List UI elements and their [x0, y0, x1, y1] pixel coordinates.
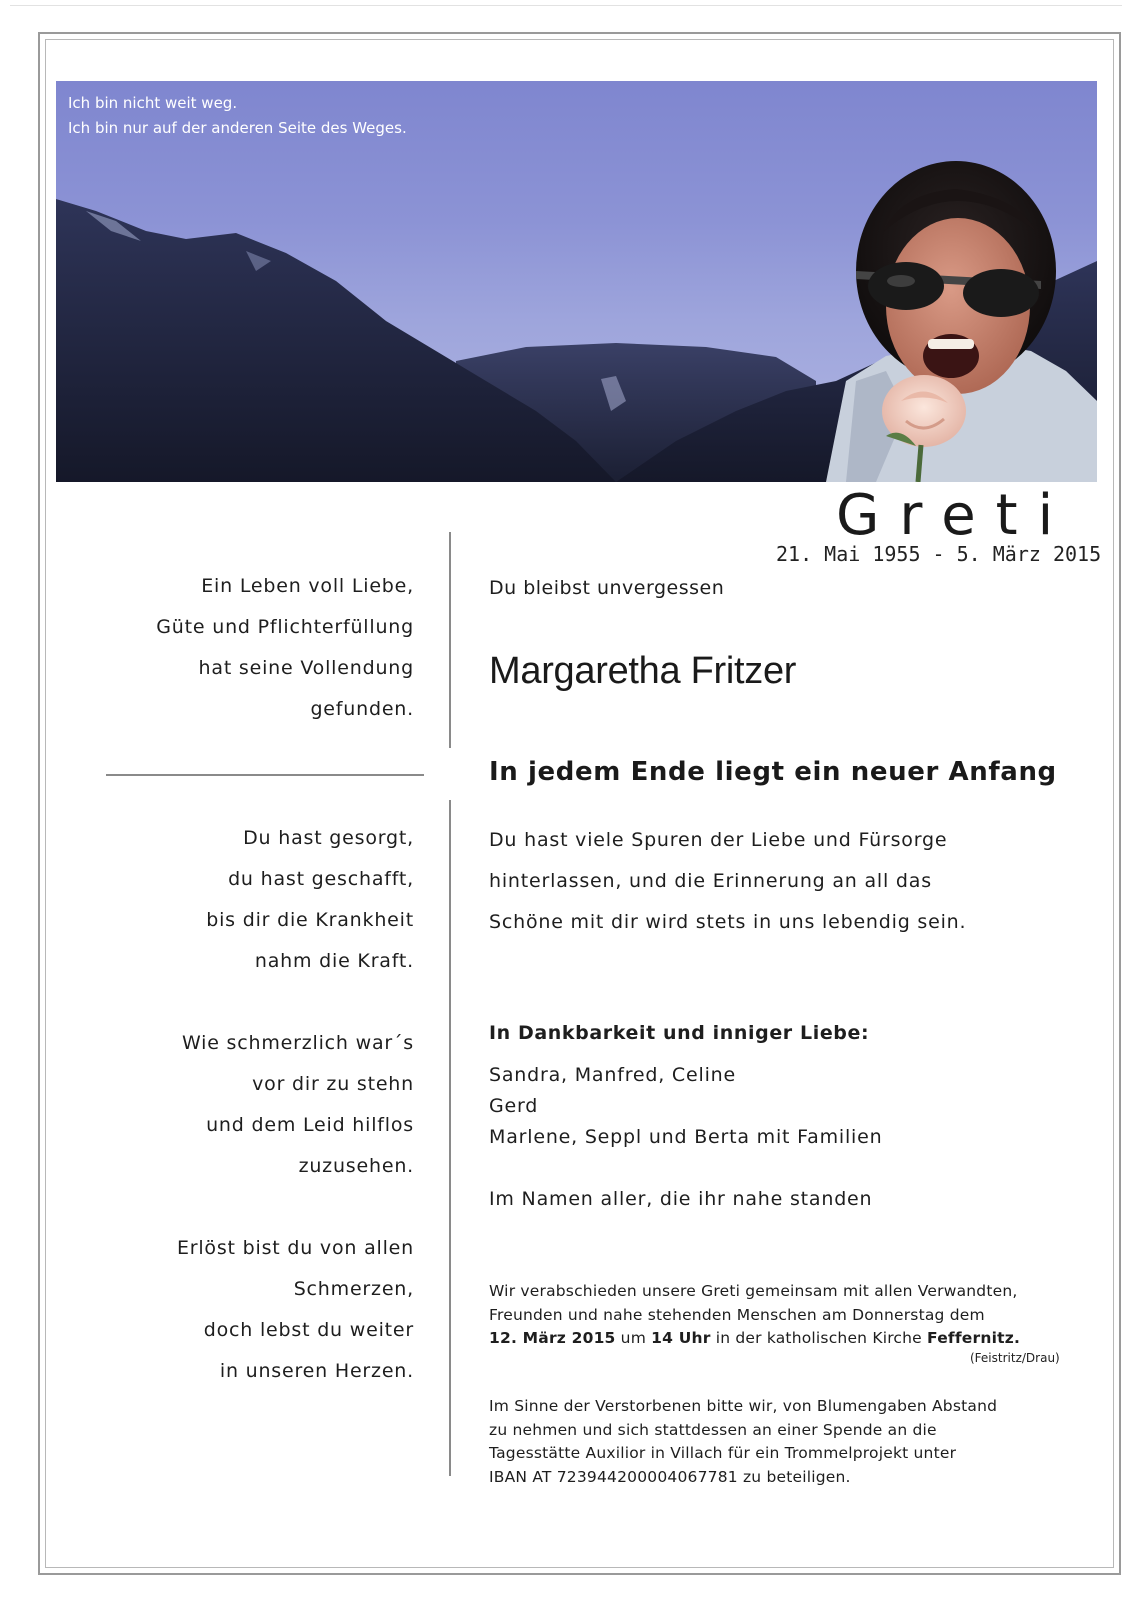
verse-line: bis dir die Krankheit	[206, 909, 414, 931]
memory-paragraph	[489, 820, 966, 943]
donation-notice	[489, 1395, 997, 1489]
nickname-title: Greti	[836, 483, 1074, 548]
verse-line: du hast geschafft,	[228, 868, 414, 890]
motto-heading: In jedem Ende liegt ein neuer Anfang	[489, 757, 1057, 787]
verse-redeemed	[177, 1228, 414, 1392]
verse-line: Güte und Pflichterfüllung	[156, 616, 414, 638]
mourner-line: Marlene, Seppl und Berta mit Familien	[489, 1126, 883, 1148]
vertical-divider-top	[449, 532, 451, 748]
mourner-line: Sandra, Manfred, Celine	[489, 1064, 736, 1086]
funeral-line-1: Wir verabschieden unsere Greti gemeinsam mit allen Verwandten,	[489, 1282, 1018, 1300]
funeral-place: Feffernitz.	[927, 1329, 1021, 1347]
mountain-landscape-illustration	[56, 81, 1097, 482]
horizontal-divider	[106, 774, 424, 776]
verse-line: in unseren Herzen.	[219, 1360, 414, 1382]
donation-line: Tagesstätte Auxilior in Villach für ein Trommelprojekt unter	[489, 1444, 957, 1462]
vertical-divider-bottom	[449, 800, 451, 1476]
banner-quote-line-1: Ich bin nicht weit weg.	[68, 94, 238, 112]
thanks-heading: In Dankbarkeit und inniger Liebe:	[489, 1022, 870, 1044]
verse-line: gefunden.	[310, 698, 414, 720]
life-dates: 21. Mai 1955 - 5. März 2015	[776, 542, 1102, 566]
verse-line: vor dir zu stehn	[252, 1073, 414, 1095]
verse-pain	[182, 1023, 414, 1187]
full-name: Margaretha Fritzer	[489, 650, 797, 692]
paragraph-line: hinterlassen, und die Erinnerung an all das	[489, 870, 932, 892]
donation-line: zu nehmen und sich stattdessen an einer Spende an die	[489, 1420, 937, 1439]
verse-line: hat seine Vollendung	[198, 657, 414, 679]
verse-care	[206, 818, 414, 982]
verse-line: Du hast gesorgt,	[243, 827, 414, 849]
funeral-church: in der katholischen Kirche	[710, 1329, 928, 1347]
banner-photo	[56, 81, 1097, 482]
donation-line: Im Sinne der Verstorbenen bitte wir, von Blumengaben Abstand	[489, 1397, 998, 1415]
verse-line: Wie schmerzlich war´s	[181, 1032, 414, 1054]
verse-life	[156, 566, 414, 730]
banner-quote	[68, 91, 407, 141]
paragraph-line: Schöne mit dir wird stets in uns lebendig sein.	[489, 911, 967, 933]
funeral-notice	[489, 1280, 1020, 1351]
verse-line: Erlöst bist du von allen	[176, 1237, 414, 1259]
verse-line: nahm die Kraft.	[254, 950, 414, 972]
verse-line: Schmerzen,	[293, 1278, 414, 1300]
verse-line: zuzusehen.	[298, 1155, 414, 1177]
mourners-list	[489, 1060, 882, 1153]
funeral-date: 12. März 2015	[489, 1329, 616, 1347]
funeral-line-2: Freunden und nahe stehenden Menschen am Donnerstag dem	[489, 1305, 985, 1324]
banner-quote-line-2: Ich bin nur auf der anderen Seite des Weges.	[68, 119, 407, 137]
donation-line: IBAN AT 723944200004067781 zu beteiligen.	[489, 1467, 851, 1486]
verse-line: Ein Leben voll Liebe,	[201, 575, 414, 597]
funeral-time: 14 Uhr	[651, 1329, 711, 1347]
funeral-um: um	[615, 1329, 652, 1347]
verse-line: doch lebst du weiter	[203, 1319, 414, 1341]
page-top-edge	[10, 5, 1122, 6]
funeral-place-note: (Feistritz/Drau)	[970, 1351, 1060, 1365]
paragraph-line: Du hast viele Spuren der Liebe und Fürsorge	[489, 829, 948, 851]
verse-line: und dem Leid hilflos	[206, 1114, 414, 1136]
unforgotten-line: Du bleibst unvergessen	[489, 577, 725, 599]
funeral-line-3	[489, 1327, 1020, 1351]
closing-line: Im Namen aller, die ihr nahe standen	[489, 1188, 873, 1210]
mourner-line: Gerd	[489, 1095, 539, 1117]
